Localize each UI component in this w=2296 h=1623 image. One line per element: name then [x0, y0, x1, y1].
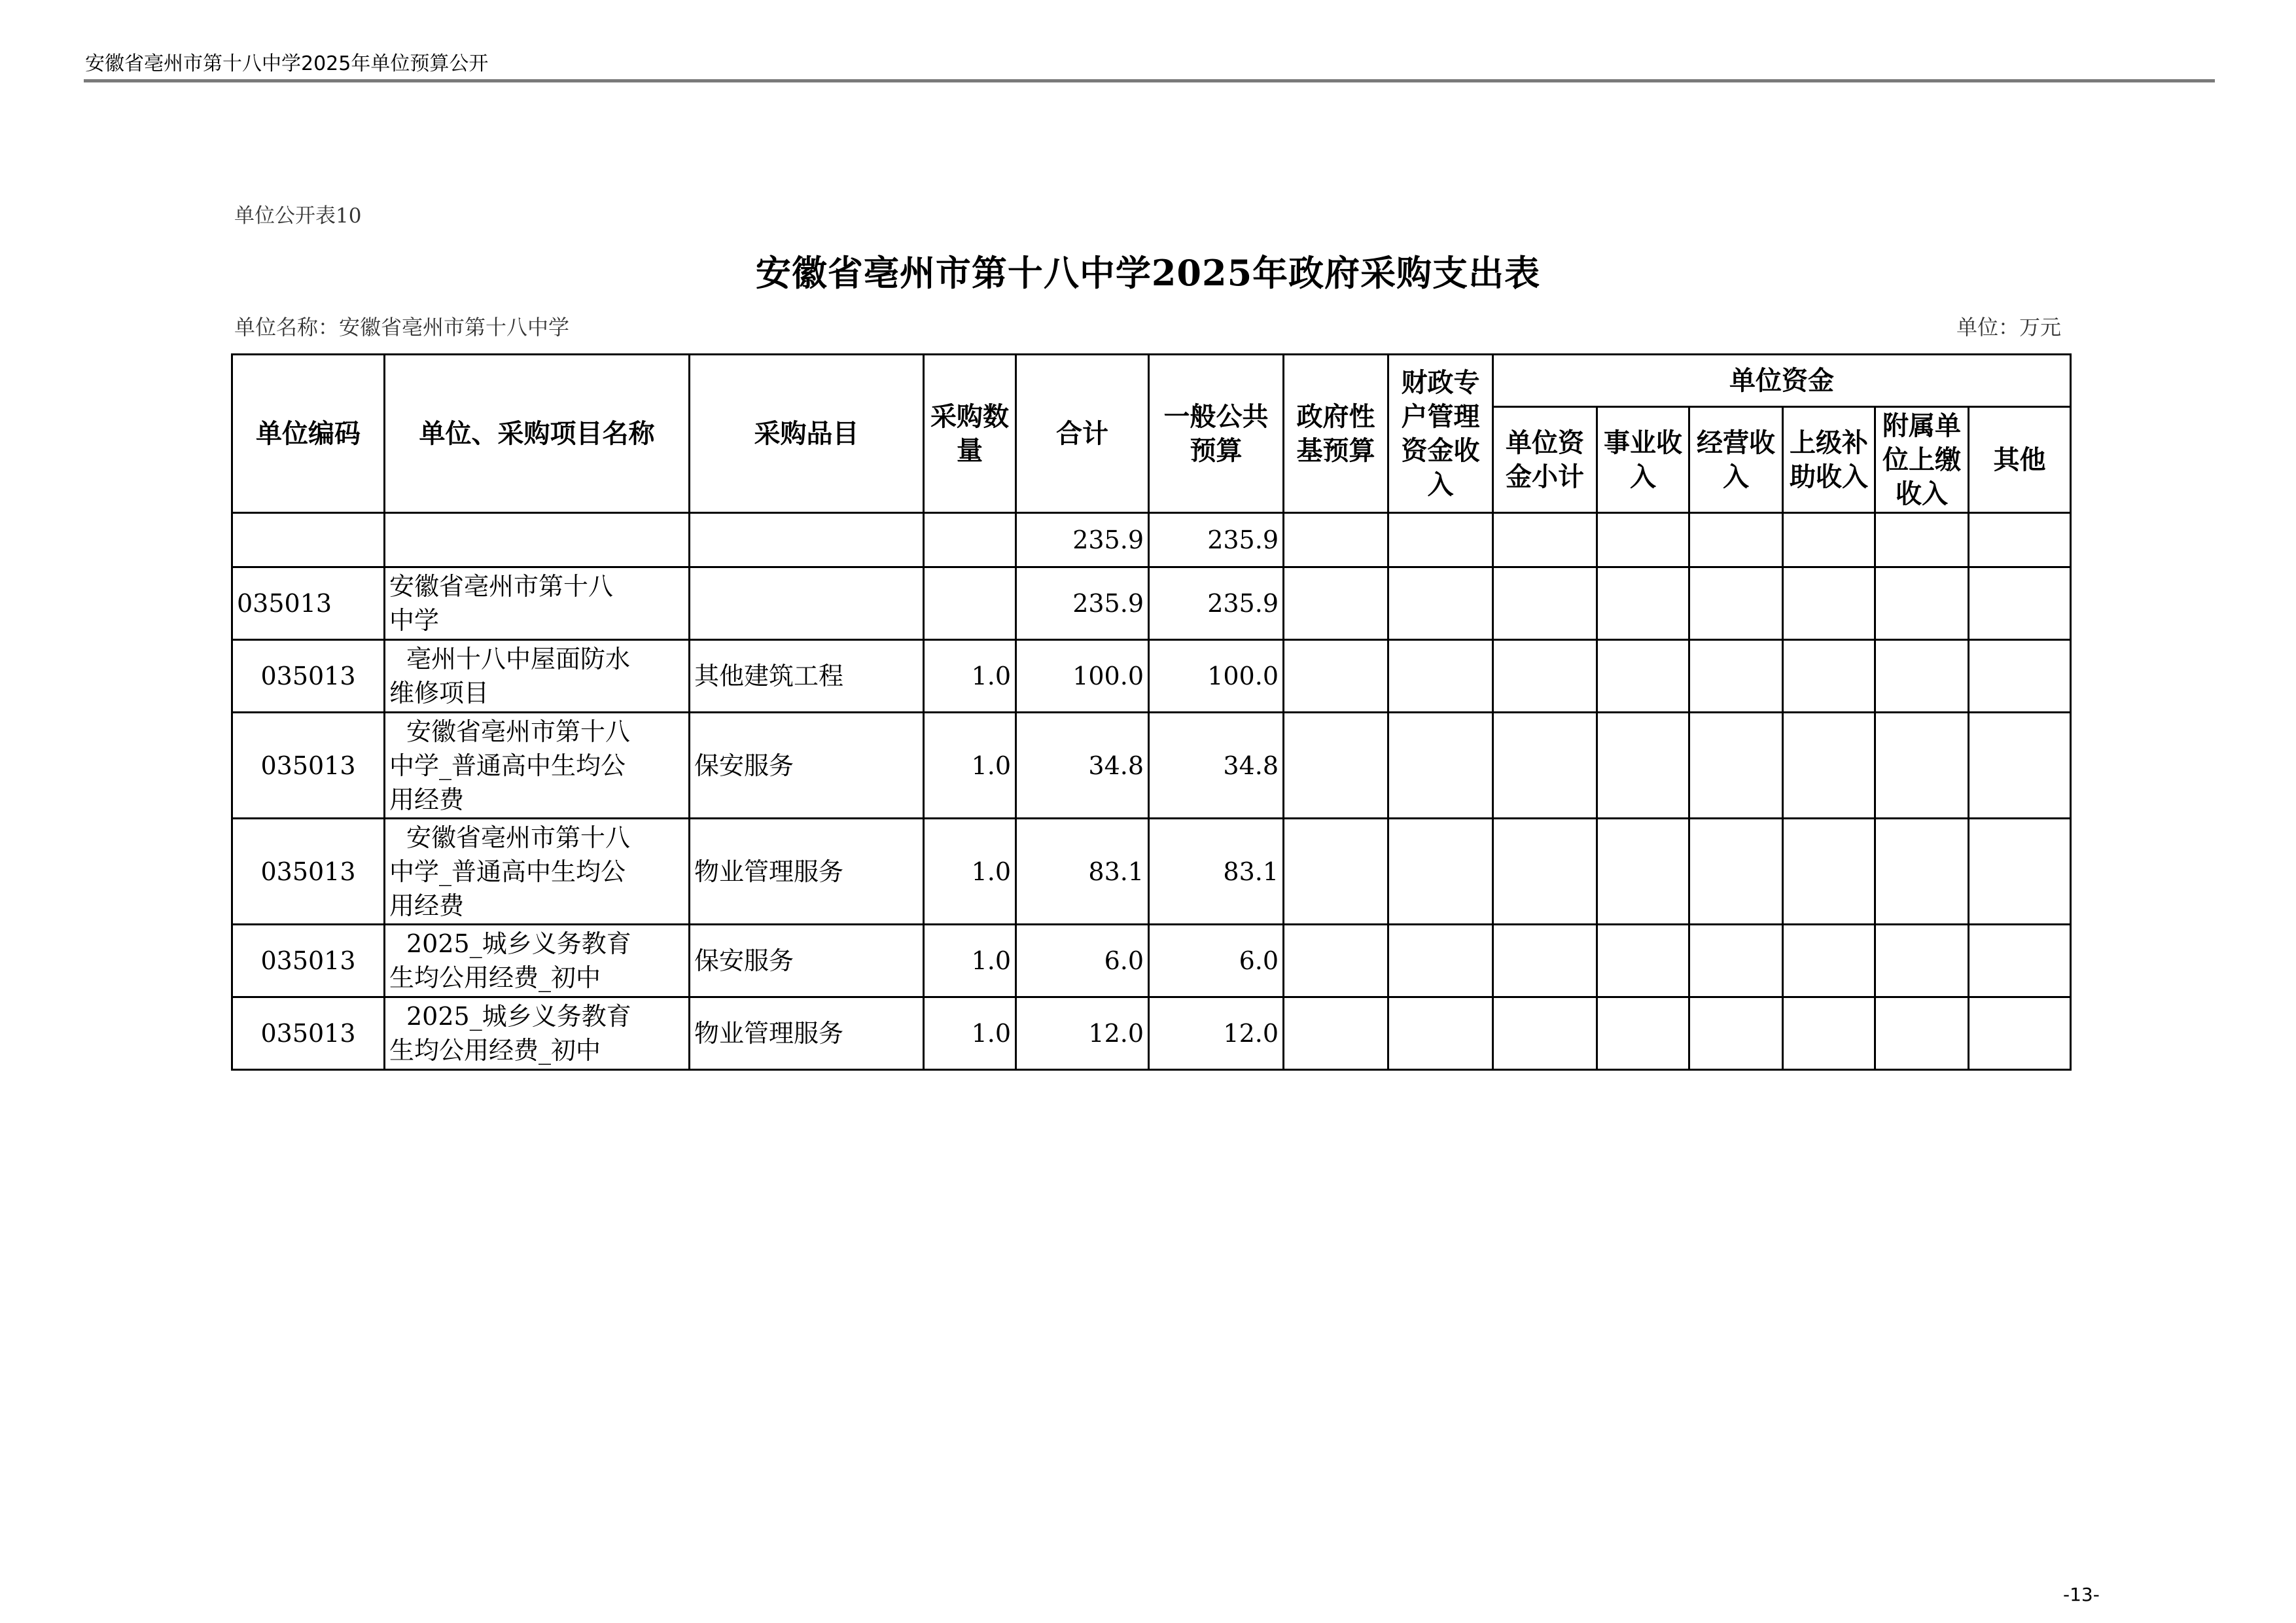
- header-gov-fund: 政府性基预算: [1284, 355, 1388, 513]
- empty-cell: [1493, 640, 1597, 713]
- empty-cell: [1388, 819, 1493, 925]
- empty-cell: [1875, 819, 1969, 925]
- total-code-cell: [232, 513, 385, 567]
- header-other: 其他: [1969, 407, 2071, 513]
- empty-cell: [1388, 925, 1493, 997]
- empty-cell: [1783, 819, 1875, 925]
- empty-cell: [1597, 819, 1689, 925]
- table-row-total: [232, 513, 2071, 567]
- empty-cell: [1969, 713, 2071, 819]
- unit-code-cell: 035013: [232, 640, 385, 713]
- header-unit-funds: 单位资金: [1493, 355, 2071, 407]
- category-cell: 其他建筑工程: [690, 640, 924, 713]
- empty-cell: [1783, 713, 1875, 819]
- empty-cell: [1689, 513, 1783, 567]
- project-name-line: 生均公用经费_初中: [389, 963, 601, 992]
- general-budget-cell: 12.0: [1149, 997, 1284, 1070]
- unit-code-cell: 035013: [232, 713, 385, 819]
- empty-cell: [1284, 513, 1388, 567]
- empty-cell: [1783, 567, 1875, 640]
- category-cell: 物业管理服务: [690, 997, 924, 1070]
- empty-cell: [1969, 567, 2071, 640]
- table-row: [232, 997, 2071, 1070]
- total-quantity-cell: [924, 513, 1016, 567]
- header-project-name: 单位、采购项目名称: [385, 355, 690, 513]
- empty-cell: [1969, 997, 2071, 1070]
- empty-cell: [1388, 713, 1493, 819]
- procurement-expenditure-table: [231, 353, 2072, 1071]
- project-name-line: 亳州十八中屋面防水: [406, 645, 631, 673]
- header-fiscal-special: 财政专户管理资金收入: [1388, 355, 1493, 513]
- header-business-income: 事业收入: [1597, 407, 1689, 513]
- quantity-cell: 1.0: [924, 640, 1016, 713]
- empty-cell: [1284, 713, 1388, 819]
- quantity-cell: 1.0: [924, 713, 1016, 819]
- empty-cell: [1597, 997, 1689, 1070]
- total-cell: 100.0: [1016, 640, 1149, 713]
- empty-cell: [1783, 513, 1875, 567]
- page-title: 安徽省亳州市第十八中学2025年政府采购支出表: [755, 252, 1541, 294]
- empty-cell: [1875, 713, 1969, 819]
- header-general-budget: 一般公共预算: [1149, 355, 1284, 513]
- empty-cell: [1689, 819, 1783, 925]
- empty-cell: [1493, 997, 1597, 1070]
- header-superior-subsidy: 上级补助收入: [1783, 407, 1875, 513]
- project-name-cell: [385, 640, 690, 713]
- empty-cell: [1284, 997, 1388, 1070]
- general-budget-cell: 34.8: [1149, 713, 1284, 819]
- total-sum-cell: 235.9: [1016, 513, 1149, 567]
- quantity-cell: 1.0: [924, 997, 1016, 1070]
- total-cell: 34.8: [1016, 713, 1149, 819]
- general-budget-cell: 83.1: [1149, 819, 1284, 925]
- empty-cell: [1284, 819, 1388, 925]
- empty-cell: [1969, 925, 2071, 997]
- project-name-line: 中学_普通高中生均公: [389, 751, 626, 780]
- project-name-cell: [385, 567, 690, 640]
- total-cell: 6.0: [1016, 925, 1149, 997]
- project-name-line: 安徽省亳州市第十八: [406, 823, 631, 852]
- table-row: [232, 640, 2071, 713]
- empty-cell: [1875, 997, 1969, 1070]
- project-name-line: 2025_城乡义务教育: [406, 1002, 631, 1031]
- header-unit-subtotal: 单位资金小计: [1493, 407, 1597, 513]
- total-general-budget-cell: 235.9: [1149, 513, 1284, 567]
- project-name-line: 用经费: [389, 891, 465, 920]
- empty-cell: [1875, 640, 1969, 713]
- category-cell: [690, 567, 924, 640]
- header-operating-income: 经营收入: [1689, 407, 1783, 513]
- project-name-line: 2025_城乡义务教育: [406, 929, 631, 958]
- header-divider: [84, 79, 2215, 82]
- table-number: 单位公开表10: [234, 204, 362, 228]
- empty-cell: [1783, 925, 1875, 997]
- empty-cell: [1388, 997, 1493, 1070]
- table-row: [232, 925, 2071, 997]
- header-row-top: [232, 355, 2071, 407]
- general-budget-cell: 235.9: [1149, 567, 1284, 640]
- project-name-line: 安徽省亳州市第十八: [406, 717, 631, 746]
- header-total: 合计: [1016, 355, 1149, 513]
- project-name-line: 生均公用经费_初中: [389, 1036, 601, 1065]
- unit-code-cell: 035013: [232, 997, 385, 1070]
- empty-cell: [1597, 713, 1689, 819]
- category-cell: 保安服务: [690, 713, 924, 819]
- empty-cell: [1597, 640, 1689, 713]
- empty-cell: [1388, 640, 1493, 713]
- header-category: 采购品目: [690, 355, 924, 513]
- general-budget-cell: 6.0: [1149, 925, 1284, 997]
- total-cell: 83.1: [1016, 819, 1149, 925]
- table-row: [232, 567, 2071, 640]
- empty-cell: [1388, 567, 1493, 640]
- total-category-cell: [690, 513, 924, 567]
- project-name-line: 中学_普通高中生均公: [389, 857, 626, 886]
- quantity-cell: 1.0: [924, 925, 1016, 997]
- empty-cell: [1597, 925, 1689, 997]
- project-name-cell: [385, 997, 690, 1070]
- empty-cell: [1783, 997, 1875, 1070]
- total-cell: 12.0: [1016, 997, 1149, 1070]
- page-number: -13-: [2063, 1584, 2100, 1605]
- unit-code-cell: 035013: [232, 567, 385, 640]
- empty-cell: [1875, 925, 1969, 997]
- general-budget-cell: 100.0: [1149, 640, 1284, 713]
- empty-cell: [1388, 513, 1493, 567]
- empty-cell: [1493, 713, 1597, 819]
- empty-cell: [1493, 925, 1597, 997]
- category-cell: 保安服务: [690, 925, 924, 997]
- empty-cell: [1969, 513, 2071, 567]
- document-header: 安徽省亳州市第十八中学2025年单位预算公开: [85, 52, 489, 75]
- unit-name-label: 单位名称：安徽省亳州市第十八中学: [234, 315, 570, 340]
- table-row: [232, 819, 2071, 925]
- empty-cell: [1689, 997, 1783, 1070]
- empty-cell: [1969, 640, 2071, 713]
- empty-cell: [1689, 925, 1783, 997]
- currency-unit-label: 单位：万元: [1956, 315, 2062, 340]
- empty-cell: [1284, 640, 1388, 713]
- empty-cell: [1284, 925, 1388, 997]
- empty-cell: [1597, 567, 1689, 640]
- project-name-line: 维修项目: [389, 679, 489, 707]
- project-name-cell: [385, 819, 690, 925]
- project-name-line: 安徽省亳州市第十八: [389, 572, 614, 601]
- empty-cell: [1597, 513, 1689, 567]
- total-name-cell: [385, 513, 690, 567]
- project-name-line: 中学: [389, 606, 440, 635]
- total-cell: 235.9: [1016, 567, 1149, 640]
- table-row: [232, 713, 2071, 819]
- empty-cell: [1689, 640, 1783, 713]
- empty-cell: [1969, 819, 2071, 925]
- empty-cell: [1493, 567, 1597, 640]
- unit-code-cell: 035013: [232, 925, 385, 997]
- empty-cell: [1875, 567, 1969, 640]
- empty-cell: [1493, 513, 1597, 567]
- project-name-line: 用经费: [389, 785, 465, 814]
- header-unit-code: 单位编码: [232, 355, 385, 513]
- unit-code-cell: 035013: [232, 819, 385, 925]
- header-quantity: 采购数量: [924, 355, 1016, 513]
- category-cell: 物业管理服务: [690, 819, 924, 925]
- empty-cell: [1689, 567, 1783, 640]
- empty-cell: [1284, 567, 1388, 640]
- empty-cell: [1875, 513, 1969, 567]
- header-affiliated-income: 附属单位上缴收入: [1875, 407, 1969, 513]
- project-name-cell: [385, 925, 690, 997]
- project-name-cell: [385, 713, 690, 819]
- quantity-cell: 1.0: [924, 819, 1016, 925]
- empty-cell: [1689, 713, 1783, 819]
- quantity-cell: [924, 567, 1016, 640]
- empty-cell: [1493, 819, 1597, 925]
- empty-cell: [1783, 640, 1875, 713]
